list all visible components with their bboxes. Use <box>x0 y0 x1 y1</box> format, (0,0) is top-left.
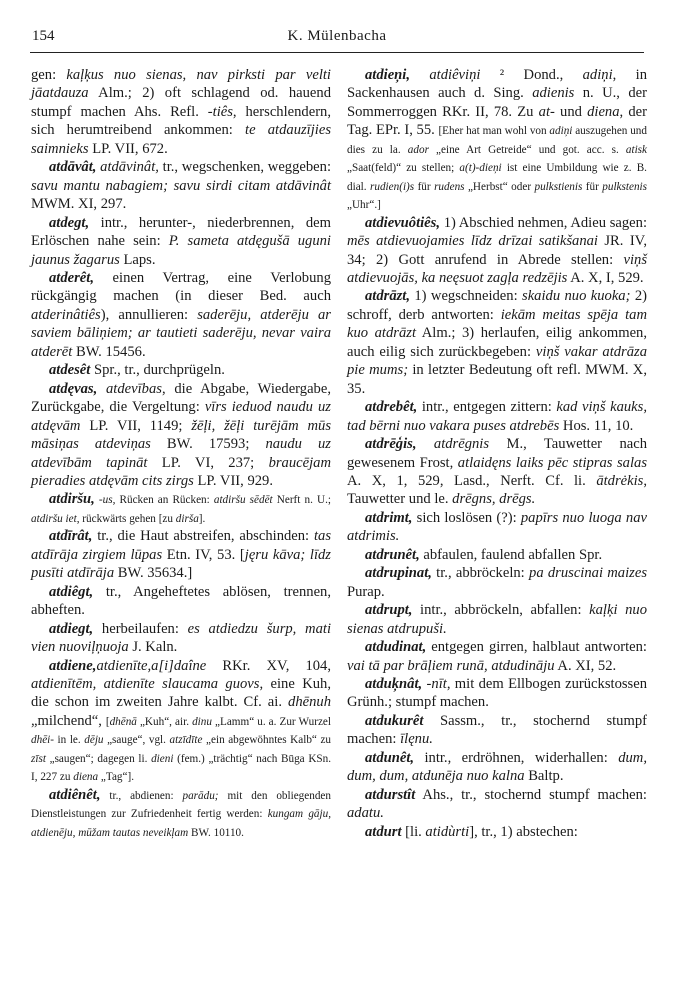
entry-headword: atdukurêt <box>365 712 424 729</box>
entry-text: braucējam pieradies atdęvām cits zirgs <box>31 454 331 489</box>
entry-text: jęru kāva; līdz pusīti atdīrāja <box>31 546 331 582</box>
entry-text: īlęnu. <box>400 731 433 748</box>
entry-text: Etn. IV, 53. [ <box>162 546 245 563</box>
entry-text: žēļi, žēļi turējām mūs māsiņas atdeviņas <box>31 417 331 453</box>
entry-text: mēs atdievuojamies līdz drīzai satikšanai <box>347 233 598 250</box>
entry-headword: atdudinat, <box>365 639 427 656</box>
entry-text: atlaidęns laiks pēc stipras salas <box>457 454 647 471</box>
dictionary-entry <box>31 620 331 657</box>
entry-text: A. X, 1, 529, Lasd., Nerft. Cf. li. <box>347 472 597 489</box>
entry-text: , rückwärts gehen [zu <box>76 512 176 525</box>
entry-headword: atdiene, <box>49 657 97 674</box>
entry-text: intr., herunter-, niederbrennen, dem Erlöschen nahe sein: <box>31 214 331 250</box>
entry-text: Alm.; 3) herlaufen, eilig ankommen, auch eilig sich zurückbegeben: <box>347 325 648 360</box>
dictionary-entry <box>347 214 647 288</box>
entry-text: mit den obliegenden Dienstleistungen zur Zufriedenheit fertig werden: <box>31 789 331 821</box>
entry-text: kad viņš kauks, tad bērni nuo vakara puses atdrebēs <box>347 399 647 434</box>
dictionary-entry <box>347 786 647 823</box>
entry-text: intr., entgegen zittern: <box>417 399 557 416</box>
entry-text: Spr., tr., durchprügeln. <box>90 362 225 379</box>
entry-text: JR. IV, 34; 2) Gott anrufend in Abrede stellen: <box>347 233 647 268</box>
entry-text: intr., abbröckeln, abfallen: <box>412 602 590 619</box>
entry-text: atidùrti <box>425 823 470 840</box>
entry-headword: atdrupt, <box>365 602 413 619</box>
entry-text: „Kuh“, air. <box>136 715 193 728</box>
entry-text: Ahs., tr., stochernd stumpf machen: <box>415 786 647 803</box>
dictionary-entry <box>347 638 647 675</box>
entry-text: viņš atdievuojās, ka neęsuot zagļa redzējis <box>347 251 647 286</box>
entry-text: atdevības <box>97 380 162 397</box>
entry-text: Nerft n. U.; <box>272 494 331 507</box>
entry-headword: atdurstît <box>365 786 416 803</box>
entry-text: ist eine Umbildung wie z. B. dial. <box>347 162 647 193</box>
entry-text: , mit dem Ellbogen zurückstossen Grünh.; stumpf machen. <box>347 675 647 711</box>
dictionary-entry <box>347 287 647 398</box>
entry-text: Hos. 11, 10. <box>559 417 634 434</box>
entry-text: atisk <box>625 143 648 156</box>
entry-text: „Herbst“ oder <box>464 180 535 193</box>
entry-text: skaidu nuo kuoka; <box>522 288 631 305</box>
entry-text: atdrēgnis <box>416 436 490 453</box>
entry-text: a(t)-dieņi <box>459 162 502 175</box>
entry-text: rudens <box>434 180 465 193</box>
entry-text: A. XI, 52. <box>554 657 617 674</box>
entry-text: BW. 10110. <box>188 826 244 839</box>
dictionary-entry <box>347 66 647 214</box>
dictionary-entry <box>31 786 331 841</box>
entry-text: [ <box>105 715 110 728</box>
right-column <box>347 66 647 841</box>
entry-text: dhēnuh <box>288 694 331 711</box>
entry-text: atzīdīte <box>169 734 203 747</box>
entry-text: tr., abbröckeln: <box>431 565 530 582</box>
entry-text: drēgns, drēgs. <box>452 491 536 508</box>
entry-text: at- <box>538 103 555 120</box>
entry-text: A. X, I, 529. <box>567 269 644 286</box>
entry-text: diršа <box>175 512 199 525</box>
left-column <box>31 66 331 841</box>
entry-text: „Lamm“ u. a. Zur Wurzel <box>211 715 331 728</box>
entry-text: atdiršu iet <box>31 512 77 525</box>
dictionary-entry <box>31 583 331 620</box>
entry-text: 1) Abschied nehmen, Adieu sagen: <box>440 214 647 231</box>
entry-text: rudien(i)s <box>370 180 415 193</box>
entry-headword: atdiegt, <box>49 620 94 637</box>
entry-text: tr., die Haut abstreifen, abschinden: <box>92 528 314 545</box>
entry-text: , die Abgabe, Wiedergabe, Zurückgabe, die Vergeltung: <box>31 380 331 416</box>
dictionary-entry <box>31 657 331 786</box>
entry-headword: atdāvât, <box>49 159 97 176</box>
entry-text: , der Tag. EPr. I, 55. <box>347 103 647 139</box>
entry-text: vai tā par brāļiem runā, atdudināju <box>347 657 555 674</box>
dictionary-entry <box>31 527 331 582</box>
entry-text: Rücken an Rücken: <box>119 494 214 507</box>
entry-text: ātdrėkis <box>596 472 644 489</box>
entry-text: Sassm., tr., stochernd stumpf machen: <box>347 712 647 748</box>
entry-text: Purap. <box>347 583 385 600</box>
entry-headword: atdrāzt, <box>365 288 411 305</box>
entry-text: „ein abgewöhntes Kalb“ zu <box>202 734 332 747</box>
entry-text: dieni <box>151 752 174 765</box>
entry-text: in letzter Bedeutung oft refl. MWM. X, 35. <box>347 362 647 397</box>
entry-text: pulkstenis <box>602 180 648 193</box>
entry-text: BW. 17593; <box>150 436 266 453</box>
entry-text: für <box>582 180 603 193</box>
entry-text: intr., erdröhnen, widerhallen: <box>414 749 619 766</box>
entry-text: ]. <box>198 512 206 525</box>
entry-headword: atdievuôtiês, <box>365 214 440 231</box>
entry-text: M., Tauwetter nach gewesenem Frost, <box>347 436 648 471</box>
dictionary-entry <box>31 380 331 491</box>
entry-text: RKr. XV, 104, <box>206 657 331 674</box>
dictionary-entry <box>31 490 331 527</box>
entry-text: P. sameta atdęgušā uguni jaunus žagarus <box>31 233 331 268</box>
dictionary-entry <box>31 66 331 158</box>
entry-text: „milchend“, <box>31 712 106 729</box>
entry-text: „Uhr“.] <box>347 199 381 212</box>
entry-text: „sauge“, vgl. <box>103 734 170 747</box>
entry-text: 2) schroff, derb antworten: <box>347 288 647 323</box>
entry-text: kungam gāju, atdienēju, mūžam tautas neveikļam <box>31 808 332 839</box>
entry-headword: atduķnât, <box>365 675 423 692</box>
entry-text: kaļķi nuo sienas atdrupuši. <box>347 602 647 637</box>
entry-text: , herschlendern, sich herumtreibend ankommen: <box>31 103 331 139</box>
entry-text: diena <box>73 771 99 784</box>
entry-text: MWM. XI, 297. <box>31 196 127 213</box>
entry-headword: atderêt, <box>49 269 94 286</box>
entry-text: adiņi <box>582 67 613 83</box>
entry-text: „eine Art Getreide“ und got. acc. s. <box>428 143 626 156</box>
entry-headword: atdrupinat, <box>365 565 432 582</box>
dictionary-entry <box>347 435 647 509</box>
entry-text: entgegen girren, halblaut antworten: <box>426 639 647 656</box>
entry-text: zīst <box>31 752 46 765</box>
entry-headword: atdegt, <box>49 214 90 231</box>
entry-text: „Tag“]. <box>98 771 134 784</box>
entry-text: -us, <box>94 494 120 507</box>
entry-text: adiņi <box>549 125 573 138</box>
entry-headword: atdrunêt, <box>365 546 420 563</box>
entry-text: [li. <box>401 823 426 840</box>
entry-text: -tiês <box>207 103 233 120</box>
entry-text: , in Sackenhausen auch d. Sing. <box>347 67 647 102</box>
dictionary-entry <box>31 269 331 361</box>
dictionary-entry <box>31 214 331 269</box>
entry-text: parādu; <box>182 789 219 802</box>
entry-text: auszugehen und dies zu la. <box>347 125 647 156</box>
entry-text: savu mantu nabagiem; savu sirdi citam atdāvinât <box>31 177 331 194</box>
entry-text: einen Vertrag, eine Verlobung rückgängig machen (in dieser Bed. auch <box>31 269 331 305</box>
entry-text: [Eher hat man wohl von <box>438 125 550 138</box>
entry-text: LP. VI, 237; <box>147 454 269 471</box>
page-header <box>30 24 644 53</box>
entry-text: , Tauwetter und le. <box>347 472 647 508</box>
entry-headword: atdrimt, <box>365 509 413 526</box>
dictionary-entry <box>347 509 647 546</box>
entry-text: ² Dond., <box>480 67 583 83</box>
entry-headword: atdiršu, <box>49 491 95 508</box>
entry-text: atdāvinât, <box>96 159 163 176</box>
entry-headword: atdunêt, <box>365 749 415 766</box>
entry-text: dēju <box>84 734 104 747</box>
entry-text: „saugen“; dagegen li. <box>45 752 152 765</box>
entry-text: atdienītēm, atdienīte slaucama guovs <box>31 675 260 692</box>
entry-text: adienis <box>532 85 575 102</box>
entry-text: vīrs ieduod naudu uz atdęvām <box>31 399 331 434</box>
entry-text: tas atdīrāja zirgiem lūpas <box>31 528 331 563</box>
entry-text: dum, dum, dum, atdunēja nuo kalna <box>347 749 647 785</box>
entry-text: dinu <box>192 715 212 728</box>
entry-headword: atdiênêt, <box>49 786 101 803</box>
entry-text: BW. 35634.] <box>114 565 193 582</box>
entry-text: und <box>554 103 588 120</box>
entry-headword: atdrēģis, <box>365 436 417 453</box>
running-title: K. Mülenbacha <box>287 28 387 44</box>
entry-text: 1) wegschneiden: <box>410 288 523 305</box>
entry-text: -nīt <box>422 675 447 692</box>
entry-headword: atdieņi, <box>365 67 410 83</box>
entry-text: gen: <box>31 67 67 83</box>
entry-text: ), annullieren: <box>100 306 198 323</box>
dictionary-entry <box>31 158 331 213</box>
entry-text: LP. VII, 929. <box>193 472 274 489</box>
entry-text: atderinâtiês <box>31 306 101 323</box>
entry-text: kaļķus nuo sienas, nav pirksti par velti jāatdauza <box>31 67 331 102</box>
entry-text: LP. VII, 1149; <box>80 417 192 434</box>
dictionary-entry <box>31 361 331 379</box>
entry-text: iekām meitas spēja tam kuo atdrāzt <box>347 306 647 342</box>
entry-text: LP. VII, 672. <box>88 140 168 157</box>
entry-text: dhēi- <box>31 734 54 747</box>
entry-text: Baltp. <box>524 768 564 785</box>
entry-headword: atdurt <box>365 823 402 840</box>
entry-text: herbeilaufen: <box>93 620 188 637</box>
entry-text: te atdauzījies saimnieks <box>31 122 331 157</box>
entry-text: pa druscinai maizes <box>529 565 647 582</box>
entry-text: pulkstienis <box>534 180 583 193</box>
entry-headword: atdīrât, <box>49 528 93 545</box>
entry-text: für <box>414 180 435 193</box>
entry-text: ], tr., 1) abstechen: <box>469 823 578 840</box>
entry-text: atdiêviņi <box>410 67 481 83</box>
entry-text: saderēju, atderēju ar saviem bāliņiem; ar tautieti saderēju, nevar vaira atderēt <box>31 306 331 360</box>
dictionary-entry <box>347 823 647 841</box>
entry-headword: atdiêgt, <box>49 583 94 600</box>
dictionary-entry <box>347 546 647 564</box>
entry-text: viņš vakar atdrāza pie mums; <box>347 343 648 379</box>
entry-text: ador <box>407 143 429 156</box>
entry-text: diena <box>587 103 620 120</box>
entry-text: Alm.; 2) oft schlagend od. hauend stumpf machen Ahs. Refl. <box>31 85 331 120</box>
entry-text: , eine Kuh, die schon im zweiten Jahre kalbt. Cf. ai. <box>31 675 331 711</box>
entry-text: (fem.) „trächtig“ nach Būga KSn. I, 227 zu <box>31 752 332 784</box>
entry-headword: atdrebêt, <box>365 399 418 416</box>
dictionary-entry <box>347 749 647 786</box>
entry-headword: atdesêt <box>49 362 91 379</box>
entry-text: in le. <box>54 734 85 747</box>
entry-text: J. Kaln. <box>128 639 178 656</box>
entry-text: tr., wegschenken, weggeben: <box>162 159 331 176</box>
entry-text: tr., Angeheftetes ablösen, trennen, abheften. <box>31 583 331 619</box>
entry-text: tr., abdienen: <box>100 789 183 802</box>
entry-text: naudu uz atdevībām tapināt <box>31 436 331 471</box>
entry-text: adatu. <box>347 805 384 822</box>
entry-text: es atdiedzu šurp, mati vien nuoviļņuoja <box>31 620 331 656</box>
entry-text: „Saat(feld)“ zu stellen; <box>347 162 460 175</box>
dictionary-entry <box>347 564 647 601</box>
entry-text: abfaulen, faulend abfallen Spr. <box>419 546 603 563</box>
entry-text: dhēnā <box>109 715 137 728</box>
entry-text: BW. 15456. <box>72 343 146 360</box>
page-number: 154 <box>32 28 55 44</box>
dictionary-entry <box>347 601 647 638</box>
dictionary-entry <box>347 398 647 435</box>
entry-text: atdiršu sēdēt <box>213 494 273 507</box>
dictionary-entry <box>347 712 647 749</box>
entry-text: papīrs nuo luoga nav atdrimis. <box>347 509 647 545</box>
entry-headword: atdęvas, <box>49 380 98 397</box>
entry-text: Laps. <box>119 251 156 268</box>
entry-text: sich loslösen (?): <box>412 509 521 526</box>
entry-text: atdienīte,a[i]daîne <box>96 657 207 674</box>
dictionary-entry <box>347 675 647 712</box>
entry-text: n. U., der Sommerroggen RKr. II, 78. Zu <box>347 85 647 120</box>
